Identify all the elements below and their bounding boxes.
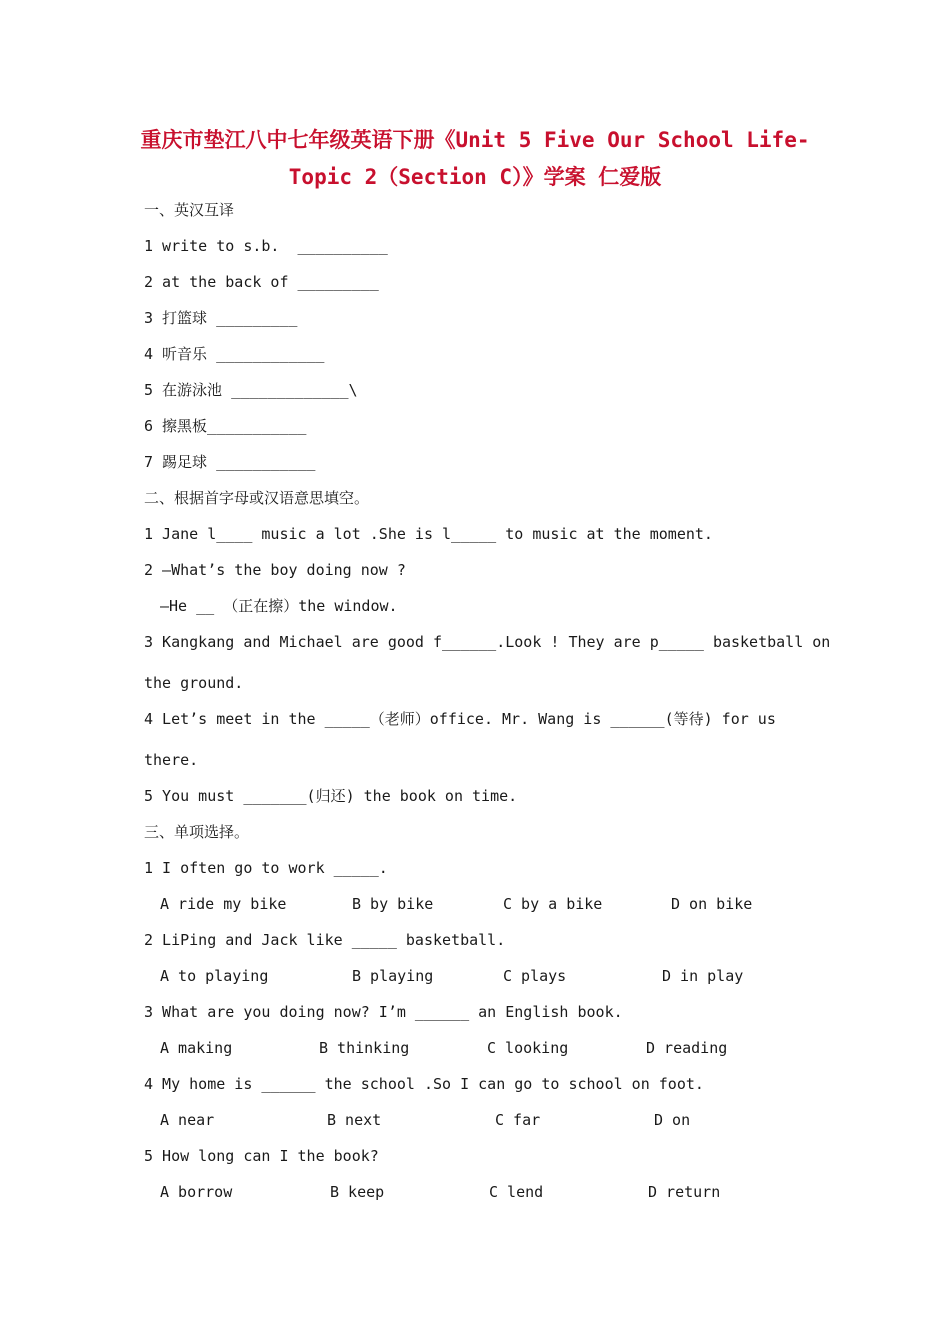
s2-item-2a: 2 —What’s the boy doing now ?: [144, 561, 406, 579]
s2-item-4a: 4 Let’s meet in the _____（老师）office. Mr. Wang is ______(等待) for us: [144, 710, 776, 728]
q2-option-a: A to playing: [160, 967, 269, 985]
q1-option-a: A ride my bike: [160, 895, 287, 913]
q4-option-a: A near: [160, 1111, 215, 1129]
q4-option-b: B next: [327, 1111, 382, 1129]
q1-text: 1 I often go to work _____.: [144, 859, 388, 877]
q3-option-a: A making: [160, 1039, 233, 1057]
q5-option-a: A borrow: [160, 1183, 233, 1201]
q4-option-c: C far: [495, 1111, 541, 1129]
q2-option-b: B playing: [352, 967, 434, 985]
s1-item-1: 1 write to s.b. __________: [144, 237, 388, 255]
s1-item-6: 6 擦黑板___________: [144, 417, 307, 435]
q2-option-c: C plays: [503, 967, 567, 985]
section-3-heading: 三、单项选择。: [144, 823, 250, 841]
q4-text: 4 My home is ______ the school .So I can go to school on foot.: [144, 1075, 704, 1093]
q3-option-c: C looking: [487, 1039, 569, 1057]
q3-option-d: D reading: [646, 1039, 728, 1057]
s2-item-5: 5 You must _______(归还) the book on time.: [144, 787, 518, 805]
s2-item-2b: —He __ （正在擦）the window.: [160, 597, 398, 615]
s2-item-1: 1 Jane l____ music a lot .She is l_____ to music at the moment.: [144, 525, 713, 543]
s2-item-3b: the ground.: [144, 674, 244, 692]
s2-item-3a: 3 Kangkang and Michael are good f______.Look ! They are p_____ basketball on: [144, 633, 831, 651]
q3-text: 3 What are you doing now? I’m ______ an English book.: [144, 1003, 623, 1021]
s1-item-7: 7 踢足球 ___________: [144, 453, 316, 471]
q5-option-c: C lend: [489, 1183, 544, 1201]
s2-item-4b: there.: [144, 751, 199, 769]
q5-text: 5 How long can I the book?: [144, 1147, 379, 1165]
title-line-1: 重庆市垫江八中七年级英语下册《Unit 5 Five Our School Life-: [140, 128, 810, 152]
title-line-2: Topic 2（Section C）》学案 仁爱版: [288, 165, 662, 189]
q1-option-d: D on bike: [671, 895, 753, 913]
s1-item-3: 3 打篮球 _________: [144, 309, 298, 327]
q1-option-c: C by a bike: [503, 895, 603, 913]
q2-option-d: D in play: [662, 967, 744, 985]
section-2-heading: 二、根据首字母或汉语意思填空。: [144, 489, 370, 507]
q3-option-b: B thinking: [319, 1039, 410, 1057]
s1-item-2: 2 at the back of _________: [144, 273, 379, 291]
q1-option-b: B by bike: [352, 895, 434, 913]
section-1-heading: 一、英汉互译: [144, 201, 235, 219]
s1-item-5: 5 在游泳池 _____________\: [144, 381, 358, 399]
s1-item-4: 4 听音乐 ____________: [144, 345, 325, 363]
q4-option-d: D on: [654, 1111, 691, 1129]
q5-option-b: B keep: [330, 1183, 385, 1201]
q2-text: 2 LiPing and Jack like _____ basketball.: [144, 931, 506, 949]
q5-option-d: D return: [648, 1183, 721, 1201]
